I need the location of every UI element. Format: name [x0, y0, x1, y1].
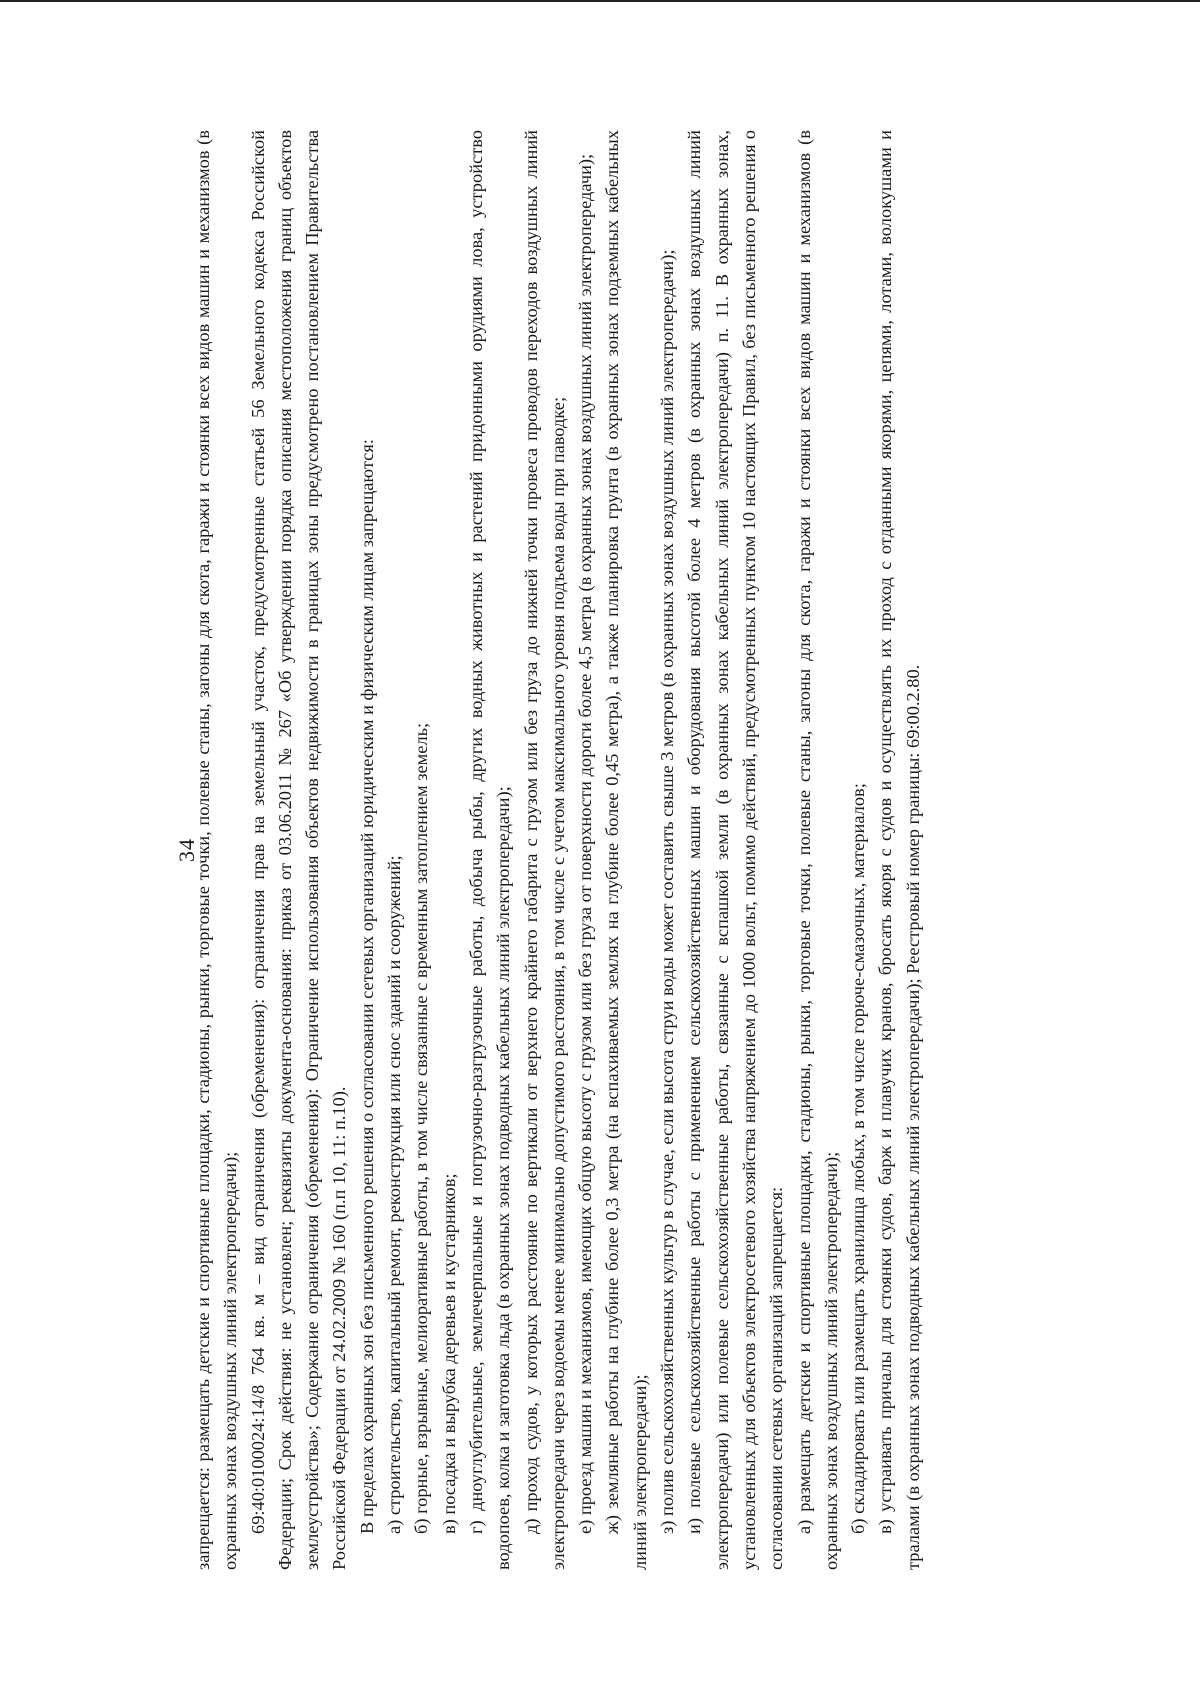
- paragraph: 69:40:0100024:14/8 764 кв. м – вид ограничения (обременения): ограничения прав на земельный участок, предусмотренные статьей 56 Земельного кодекса Российской Федерации; Срок действия: не установлен; реквизиты документа-основания: приказ от 03.06.2011 № 267 «Об утверждении порядка описания местоположения границ объектов землеустройства»; Содержание ограничения (обременения): Ограничение использования объектов недвижимости в границах зоны предусмотрено постановлением Правительства Российской Федерации от 24.02.2009 № 160 (п.п 10, 11: п.10).: [247, 130, 350, 1570]
- list-item: а) размещать детские и спортивные площадки, стадионы, рынки, торговые точки, полевые станы, загоны для скота, гаражи и стоянки всех видов машин и механизмов (в охранных зонах воздушных линий электропередачи);: [793, 130, 841, 1570]
- list-item: б) складировать или размещать хранилища любых, в том числе горюче-смазочных, материалов;: [848, 783, 869, 1534]
- page-top-border: [0, 0, 1200, 2]
- list-item: д) проход судов, у которых расстояние по вертикали от верхнего крайнего габарита с грузом или без груза до нижней точки провеса проводов переходов воздушных линий электропередачи через водоемы менее минимально допустимого расстояния, в том числе с учетом максимального уровня подъема воды при паводке;: [520, 130, 568, 1570]
- list-item: в) посадка и вырубка деревьев и кустарников;: [438, 1173, 459, 1534]
- list-item: ж) земляные работы на глубине более 0,3 метра (на вспахиваемых землях на глубине более 0,45 метра), а также планировка грунта (в охранных зонах подземных кабельных линий электропередачи);: [602, 130, 650, 1570]
- list-item: з) полив сельскохозяйственных культур в случае, если высота струи воды может составить свыше 3 метров (в охранных зонах воздушных линий электропередачи);: [657, 249, 678, 1534]
- rotated-page: [150, 100, 1110, 1600]
- body-text: [190, 130, 927, 1570]
- list-item: е) проезд машин и механизмов, имеющих общую высоту с грузом или без груза от поверхности дороги более 4,5 метра (в охранных зонах воздушных линий электропередачи);: [575, 153, 596, 1534]
- list-item: и) полевые сельскохозяйственные работы с применением сельскохозяйственных машин и оборудования высотой более 4 метров (в охранных зонах воздушных линий электропередачи) или полевые сельскохозяйственные работы, связанные с вспашкой земли (в охранных зонах кабельных линий электропередачи) п. 11. В охранных зонах, установленных для объектов электросетевого хозяйства напряжением до 1000 вольт, помимо действий, предусмотренных пунктом 10 настоящих Правил, без письменного решения о согласовании сетевых организаций запрещается:: [684, 130, 787, 1570]
- list-item: б) горные, взрывные, мелиоративные работы, в том числе связанные с временным затоплением земель;: [411, 722, 432, 1534]
- list-item: г) дноуглубительные, землечерпальные и погрузочно-разгрузочные работы, добыча рыбы, других водных животных и растений придонными орудиями лова, устройство водопоев, колка и заготовка льда (в охранных зонах подводных кабельных линий электропередачи);: [465, 130, 514, 1570]
- paragraph: В пределах охранных зон без письменного решения о согласовании сетевых организаций юридическим и физическим лицам запрещаются:: [356, 439, 377, 1534]
- page-number: 34: [174, 838, 199, 862]
- list-item: в) устраивать причалы для стоянки судов, барж и плавучих кранов, бросать якоря с судов и осуществлять их проход с отданными якорями, цепями, лотами, волокушами и тралами (в охранных зонах подводных кабельных линий электропередачи); Реестровый номер границы: 69:00.2.80.: [875, 130, 923, 1570]
- list-item: а) строительство, капитальный ремонт, реконструкция или снос зданий и сооружений;: [384, 855, 405, 1534]
- paragraph: запрещается: размещать детские и спортивные площадки, стадионы, рынки, торговые точки, полевые станы, загоны для скота, гаражи и стоянки всех видов машин и механизмов (в охранных зонах воздушных линий электропередачи);: [193, 130, 241, 1570]
